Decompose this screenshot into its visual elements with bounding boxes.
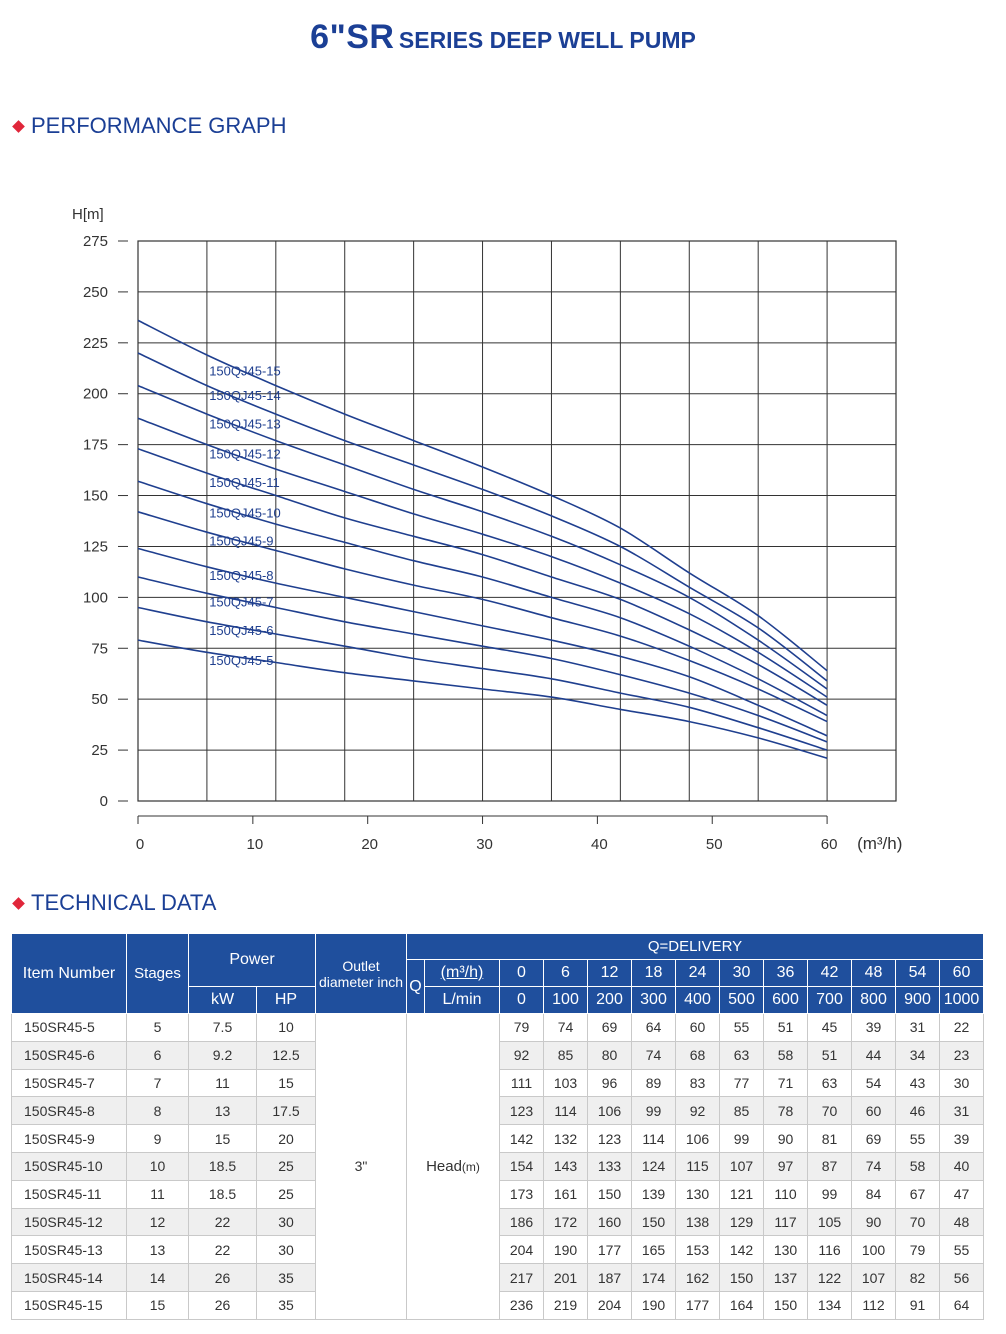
table-row bbox=[12, 1014, 984, 1042]
cell-head-value: 219 bbox=[544, 1291, 588, 1319]
diamond-bullet-icon bbox=[12, 120, 25, 133]
header-q-m3h-value: 48 bbox=[852, 960, 896, 987]
cell-head-value: 51 bbox=[808, 1041, 852, 1069]
y-tick-label: 275 bbox=[82, 233, 108, 250]
technical-data-table-wrap bbox=[11, 933, 984, 1320]
section-heading-technical-label: TECHNICAL DATA bbox=[31, 890, 217, 915]
cell-head-value: 69 bbox=[588, 1014, 632, 1042]
header-q: Q bbox=[407, 960, 425, 1014]
cell-head-value: 123 bbox=[588, 1125, 632, 1153]
header-q-m3h-value: 36 bbox=[764, 960, 808, 987]
cell-head-value: 43 bbox=[896, 1069, 940, 1097]
cell-head-value: 123 bbox=[500, 1097, 544, 1125]
header-q-m3h-value: 18 bbox=[632, 960, 676, 987]
cell-head-value: 130 bbox=[676, 1180, 720, 1208]
cell-head-value: 74 bbox=[544, 1014, 588, 1042]
cell-head-value: 79 bbox=[500, 1014, 544, 1042]
cell-head-value: 74 bbox=[632, 1041, 676, 1069]
header-q-m3h-value: 42 bbox=[808, 960, 852, 987]
y-tick-label: 175 bbox=[82, 436, 108, 454]
y-tick-label: 150 bbox=[82, 487, 108, 505]
cell-stages: 5 bbox=[127, 1014, 189, 1042]
cell-head-value: 22 bbox=[940, 1014, 984, 1042]
y-tick-label: 25 bbox=[91, 742, 108, 760]
cell-head-value: 47 bbox=[940, 1180, 984, 1208]
curve-label: 150QJ45-12 bbox=[209, 446, 281, 462]
curve-label: 150QJ45-10 bbox=[209, 505, 281, 521]
cell-head-value: 204 bbox=[500, 1236, 544, 1264]
plot-frame bbox=[138, 241, 896, 801]
cell-head-value: 114 bbox=[544, 1097, 588, 1125]
cell-head-value: 107 bbox=[720, 1152, 764, 1180]
cell-head-value: 161 bbox=[544, 1180, 588, 1208]
cell-kw: 13 bbox=[189, 1097, 257, 1125]
performance-chart bbox=[0, 190, 1006, 870]
cell-head-value: 116 bbox=[808, 1236, 852, 1264]
y-tick-label: 200 bbox=[82, 385, 108, 403]
cell-head-value: 99 bbox=[632, 1097, 676, 1125]
cell-head-value: 78 bbox=[764, 1097, 808, 1125]
y-tick-label: 100 bbox=[82, 589, 108, 607]
x-tick-label: 60 bbox=[820, 836, 838, 853]
cell-head-value: 236 bbox=[500, 1291, 544, 1319]
cell-head-value: 115 bbox=[676, 1152, 720, 1180]
cell-hp: 20 bbox=[257, 1125, 316, 1153]
cell-head-value: 85 bbox=[720, 1097, 764, 1125]
header-q-lmin-value: 200 bbox=[588, 987, 632, 1014]
cell-head-value: 132 bbox=[544, 1125, 588, 1153]
cell-item-number: 150SR45-11 bbox=[12, 1180, 127, 1208]
header-q-lmin-value: 700 bbox=[808, 987, 852, 1014]
cell-head-value: 217 bbox=[500, 1264, 544, 1292]
header-outlet: Outlet diameter inch bbox=[316, 934, 407, 1014]
x-tick-label: 30 bbox=[476, 836, 493, 853]
cell-head-value: 31 bbox=[896, 1014, 940, 1042]
cell-head-value: 67 bbox=[896, 1180, 940, 1208]
header-q-lmin-value: 500 bbox=[720, 987, 764, 1014]
cell-item-number: 150SR45-9 bbox=[12, 1125, 127, 1153]
cell-hp: 12.5 bbox=[257, 1041, 316, 1069]
cell-head-value: 138 bbox=[676, 1208, 720, 1236]
cell-head-value: 96 bbox=[588, 1069, 632, 1097]
cell-item-number: 150SR45-10 bbox=[12, 1152, 127, 1180]
cell-head-value: 63 bbox=[808, 1069, 852, 1097]
cell-head-value: 23 bbox=[940, 1041, 984, 1069]
cell-head-value: 114 bbox=[632, 1125, 676, 1153]
curve-label: 150QJ45-13 bbox=[209, 416, 281, 432]
header-power: Power bbox=[189, 934, 316, 987]
curve-label: 150QJ45-11 bbox=[209, 475, 280, 491]
cell-head-label bbox=[407, 1014, 500, 1320]
cell-hp: 30 bbox=[257, 1208, 316, 1236]
cell-head-value: 134 bbox=[808, 1291, 852, 1319]
head-unit-text: (m) bbox=[461, 1159, 480, 1174]
cell-head-value: 154 bbox=[500, 1152, 544, 1180]
cell-outlet-diameter: 3" bbox=[316, 1014, 407, 1320]
header-q-m3h-value: 12 bbox=[588, 960, 632, 987]
cell-head-value: 92 bbox=[676, 1097, 720, 1125]
x-tick-label: 20 bbox=[361, 836, 379, 853]
cell-head-value: 201 bbox=[544, 1264, 588, 1292]
cell-head-value: 70 bbox=[808, 1097, 852, 1125]
header-m3h: (m³/h) bbox=[425, 960, 500, 987]
cell-head-value: 58 bbox=[896, 1152, 940, 1180]
cell-head-value: 129 bbox=[720, 1208, 764, 1236]
cell-head-value: 70 bbox=[896, 1208, 940, 1236]
cell-head-value: 99 bbox=[808, 1180, 852, 1208]
cell-head-value: 71 bbox=[764, 1069, 808, 1097]
cell-head-value: 105 bbox=[808, 1208, 852, 1236]
x-axis-label: (m³/h) bbox=[857, 834, 903, 853]
header-q-m3h-value: 0 bbox=[500, 960, 544, 987]
cell-head-value: 80 bbox=[588, 1041, 632, 1069]
cell-head-value: 162 bbox=[676, 1264, 720, 1292]
cell-head-value: 164 bbox=[720, 1291, 764, 1319]
cell-head-value: 39 bbox=[940, 1125, 984, 1153]
cell-head-value: 117 bbox=[764, 1208, 808, 1236]
section-heading-graph-label: PERFORMANCE GRAPH bbox=[31, 113, 287, 138]
header-hp: HP bbox=[257, 987, 316, 1014]
header-q-m3h-value: 54 bbox=[896, 960, 940, 987]
cell-head-value: 173 bbox=[500, 1180, 544, 1208]
cell-stages: 13 bbox=[127, 1236, 189, 1264]
header-kw: kW bbox=[189, 987, 257, 1014]
cell-head-value: 160 bbox=[588, 1208, 632, 1236]
cell-hp: 25 bbox=[257, 1152, 316, 1180]
header-q-lmin-value: 800 bbox=[852, 987, 896, 1014]
cell-head-value: 90 bbox=[852, 1208, 896, 1236]
cell-kw: 22 bbox=[189, 1236, 257, 1264]
cell-head-value: 87 bbox=[808, 1152, 852, 1180]
cell-stages: 15 bbox=[127, 1291, 189, 1319]
curve-label: 150QJ45-14 bbox=[209, 387, 281, 403]
cell-head-value: 106 bbox=[676, 1125, 720, 1153]
cell-head-value: 83 bbox=[676, 1069, 720, 1097]
cell-head-value: 143 bbox=[544, 1152, 588, 1180]
x-tick-label: 0 bbox=[135, 836, 145, 853]
cell-item-number: 150SR45-5 bbox=[12, 1014, 127, 1042]
cell-head-value: 121 bbox=[720, 1180, 764, 1208]
cell-head-value: 153 bbox=[676, 1236, 720, 1264]
cell-head-value: 45 bbox=[808, 1014, 852, 1042]
chart-grid bbox=[138, 241, 896, 801]
title-main: 6"SR bbox=[310, 18, 395, 56]
cell-kw: 18.5 bbox=[189, 1152, 257, 1180]
cell-head-value: 55 bbox=[896, 1125, 940, 1153]
cell-head-value: 68 bbox=[676, 1041, 720, 1069]
cell-head-value: 90 bbox=[764, 1125, 808, 1153]
header-q-m3h-value: 60 bbox=[940, 960, 984, 987]
header-item-number: Item Number bbox=[12, 934, 127, 1014]
cell-head-value: 172 bbox=[544, 1208, 588, 1236]
cell-head-value: 124 bbox=[632, 1152, 676, 1180]
cell-head-value: 100 bbox=[852, 1236, 896, 1264]
cell-hp: 17.5 bbox=[257, 1097, 316, 1125]
cell-head-value: 150 bbox=[588, 1180, 632, 1208]
cell-kw: 15 bbox=[189, 1125, 257, 1153]
cell-head-value: 137 bbox=[764, 1264, 808, 1292]
header-stages: Stages bbox=[127, 934, 189, 1014]
cell-head-value: 54 bbox=[852, 1069, 896, 1097]
head-label-text: Head bbox=[426, 1157, 462, 1175]
cell-head-value: 110 bbox=[764, 1180, 808, 1208]
cell-head-value: 64 bbox=[940, 1291, 984, 1319]
cell-head-value: 39 bbox=[852, 1014, 896, 1042]
cell-hp: 35 bbox=[257, 1264, 316, 1292]
cell-head-value: 40 bbox=[940, 1152, 984, 1180]
header-q-lmin-value: 0 bbox=[500, 987, 544, 1014]
cell-head-value: 30 bbox=[940, 1069, 984, 1097]
cell-kw: 9.2 bbox=[189, 1041, 257, 1069]
cell-stages: 7 bbox=[127, 1069, 189, 1097]
cell-kw: 11 bbox=[189, 1069, 257, 1097]
cell-hp: 10 bbox=[257, 1014, 316, 1042]
cell-head-value: 55 bbox=[940, 1236, 984, 1264]
cell-item-number: 150SR45-13 bbox=[12, 1236, 127, 1264]
cell-head-value: 142 bbox=[720, 1236, 764, 1264]
cell-head-value: 139 bbox=[632, 1180, 676, 1208]
cell-item-number: 150SR45-15 bbox=[12, 1291, 127, 1319]
title-sub: SERIES DEEP WELL PUMP bbox=[398, 27, 696, 53]
cell-head-value: 60 bbox=[852, 1097, 896, 1125]
curve-label: 150QJ45-9 bbox=[209, 533, 274, 549]
cell-kw: 18.5 bbox=[189, 1180, 257, 1208]
header-q-lmin-value: 400 bbox=[676, 987, 720, 1014]
cell-head-value: 63 bbox=[720, 1041, 764, 1069]
curve-label: 150QJ45-6 bbox=[209, 622, 274, 638]
cell-head-value: 60 bbox=[676, 1014, 720, 1042]
header-q-lmin-value: 1000 bbox=[940, 987, 984, 1014]
cell-head-value: 84 bbox=[852, 1180, 896, 1208]
chart-curve-labels bbox=[209, 364, 281, 669]
y-axis-label: H[m] bbox=[72, 206, 104, 223]
cell-head-value: 48 bbox=[940, 1208, 984, 1236]
cell-head-value: 174 bbox=[632, 1264, 676, 1292]
cell-kw: 26 bbox=[189, 1264, 257, 1292]
y-tick-label: 125 bbox=[82, 538, 108, 556]
cell-head-value: 64 bbox=[632, 1014, 676, 1042]
cell-head-value: 177 bbox=[588, 1236, 632, 1264]
cell-head-value: 55 bbox=[720, 1014, 764, 1042]
header-q-lmin-value: 300 bbox=[632, 987, 676, 1014]
cell-head-value: 204 bbox=[588, 1291, 632, 1319]
cell-head-value: 112 bbox=[852, 1291, 896, 1319]
header-delivery: Q=DELIVERY bbox=[407, 934, 984, 960]
cell-head-value: 58 bbox=[764, 1041, 808, 1069]
cell-head-value: 46 bbox=[896, 1097, 940, 1125]
cell-head-value: 130 bbox=[764, 1236, 808, 1264]
cell-stages: 11 bbox=[127, 1180, 189, 1208]
header-q-lmin-value: 900 bbox=[896, 987, 940, 1014]
cell-item-number: 150SR45-7 bbox=[12, 1069, 127, 1097]
cell-hp: 25 bbox=[257, 1180, 316, 1208]
cell-head-value: 81 bbox=[808, 1125, 852, 1153]
header-q-m3h-value: 30 bbox=[720, 960, 764, 987]
cell-stages: 10 bbox=[127, 1152, 189, 1180]
diamond-bullet-icon bbox=[12, 897, 25, 910]
cell-head-value: 186 bbox=[500, 1208, 544, 1236]
x-tick-label: 10 bbox=[246, 836, 264, 853]
cell-head-value: 133 bbox=[588, 1152, 632, 1180]
cell-kw: 22 bbox=[189, 1208, 257, 1236]
page-title bbox=[0, 18, 1006, 57]
cell-head-value: 103 bbox=[544, 1069, 588, 1097]
header-q-lmin-value: 600 bbox=[764, 987, 808, 1014]
cell-head-value: 177 bbox=[676, 1291, 720, 1319]
cell-head-value: 51 bbox=[764, 1014, 808, 1042]
section-heading-technical bbox=[10, 890, 216, 916]
cell-head-value: 106 bbox=[588, 1097, 632, 1125]
cell-head-value: 190 bbox=[632, 1291, 676, 1319]
cell-head-value: 99 bbox=[720, 1125, 764, 1153]
cell-head-value: 85 bbox=[544, 1041, 588, 1069]
cell-head-value: 74 bbox=[852, 1152, 896, 1180]
cell-head-value: 111 bbox=[500, 1069, 544, 1097]
cell-head-value: 150 bbox=[764, 1291, 808, 1319]
cell-hp: 30 bbox=[257, 1236, 316, 1264]
curve-label: 150QJ45-8 bbox=[209, 568, 274, 584]
cell-stages: 14 bbox=[127, 1264, 189, 1292]
y-tick-label: 0 bbox=[99, 793, 108, 810]
cell-head-value: 142 bbox=[500, 1125, 544, 1153]
header-q-lmin-value: 100 bbox=[544, 987, 588, 1014]
x-tick-label: 40 bbox=[591, 836, 608, 853]
cell-head-value: 77 bbox=[720, 1069, 764, 1097]
cell-kw: 26 bbox=[189, 1291, 257, 1319]
cell-kw: 7.5 bbox=[189, 1014, 257, 1042]
cell-head-value: 92 bbox=[500, 1041, 544, 1069]
cell-head-value: 150 bbox=[632, 1208, 676, 1236]
x-tick-label: 50 bbox=[705, 836, 723, 853]
cell-head-value: 122 bbox=[808, 1264, 852, 1292]
cell-head-value: 150 bbox=[720, 1264, 764, 1292]
cell-item-number: 150SR45-8 bbox=[12, 1097, 127, 1125]
header-q-m3h-value: 6 bbox=[544, 960, 588, 987]
cell-item-number: 150SR45-14 bbox=[12, 1264, 127, 1292]
cell-head-value: 79 bbox=[896, 1236, 940, 1264]
cell-head-value: 44 bbox=[852, 1041, 896, 1069]
cell-head-value: 89 bbox=[632, 1069, 676, 1097]
cell-item-number: 150SR45-12 bbox=[12, 1208, 127, 1236]
header-q-m3h-value: 24 bbox=[676, 960, 720, 987]
cell-head-value: 56 bbox=[940, 1264, 984, 1292]
y-tick-label: 50 bbox=[91, 691, 108, 709]
cell-head-value: 187 bbox=[588, 1264, 632, 1292]
technical-data-table bbox=[11, 933, 984, 1320]
cell-stages: 6 bbox=[127, 1041, 189, 1069]
cell-head-value: 91 bbox=[896, 1291, 940, 1319]
curve-label: 150QJ45-15 bbox=[209, 363, 281, 379]
cell-head-value: 34 bbox=[896, 1041, 940, 1069]
cell-head-value: 69 bbox=[852, 1125, 896, 1153]
cell-stages: 12 bbox=[127, 1208, 189, 1236]
header-lmin: L/min bbox=[425, 987, 500, 1014]
curve-label: 150QJ45-7 bbox=[209, 594, 274, 610]
cell-head-value: 31 bbox=[940, 1097, 984, 1125]
cell-head-value: 190 bbox=[544, 1236, 588, 1264]
y-tick-label: 250 bbox=[82, 283, 108, 301]
y-tick-label: 75 bbox=[91, 640, 108, 658]
section-heading-graph bbox=[10, 113, 286, 139]
cell-hp: 15 bbox=[257, 1069, 316, 1097]
cell-head-value: 165 bbox=[632, 1236, 676, 1264]
cell-item-number: 150SR45-6 bbox=[12, 1041, 127, 1069]
cell-head-value: 82 bbox=[896, 1264, 940, 1292]
cell-head-value: 97 bbox=[764, 1152, 808, 1180]
cell-stages: 9 bbox=[127, 1125, 189, 1153]
curve-label: 150QJ45-5 bbox=[209, 653, 274, 669]
cell-stages: 8 bbox=[127, 1097, 189, 1125]
cell-head-value: 107 bbox=[852, 1264, 896, 1292]
y-tick-label: 225 bbox=[82, 334, 108, 352]
cell-hp: 35 bbox=[257, 1291, 316, 1319]
